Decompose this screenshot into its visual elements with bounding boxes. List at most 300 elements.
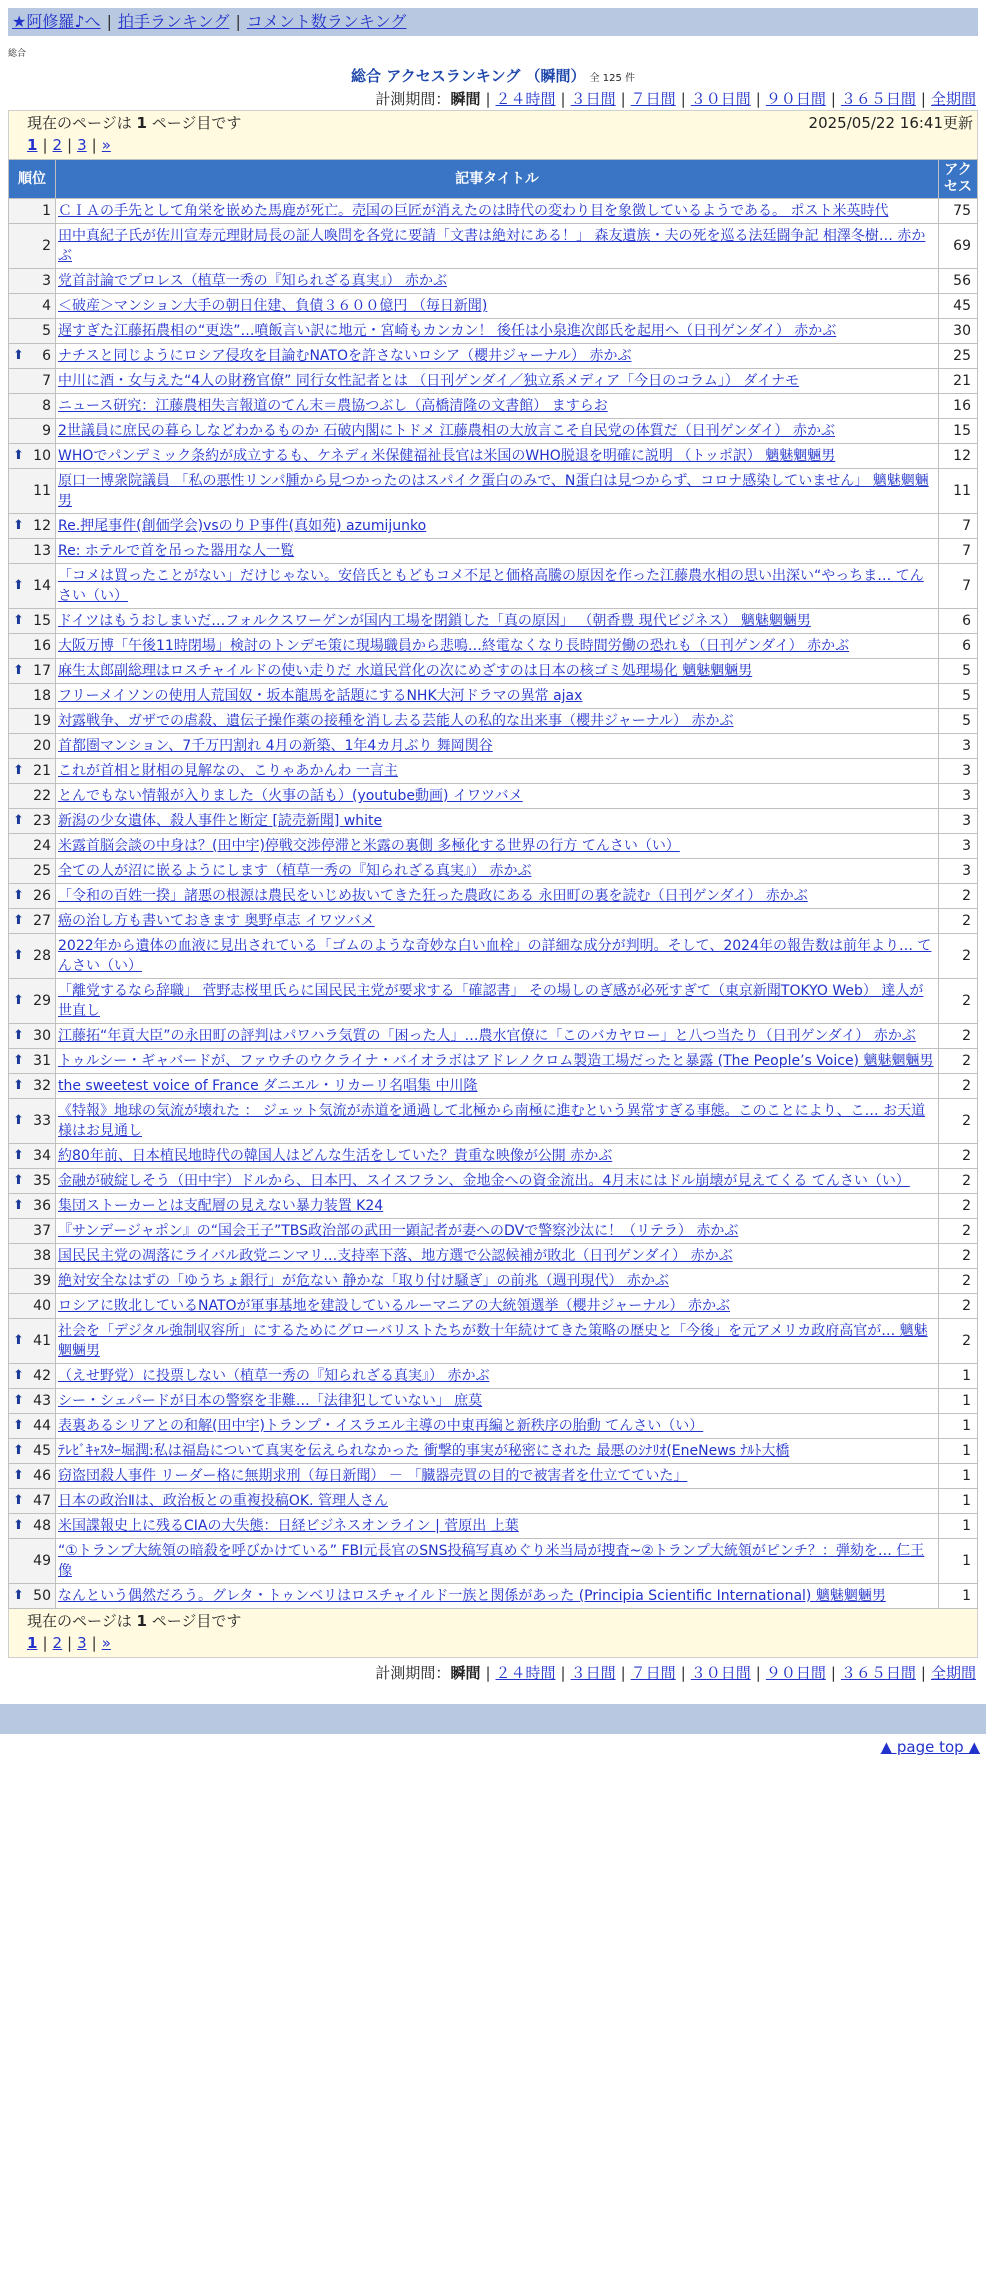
arrow-up-icon: ⬆ [13,1418,24,1433]
footer-bar [0,1704,986,1734]
title-cell [56,609,938,633]
title-cell [56,784,938,808]
table-row [9,1074,977,1098]
page-top-link[interactable]: ▲ page top ▲ [880,1738,980,1756]
article-link[interactable]: “①トランプ大統領の暗殺を呼びかけている” FBI元長官のSNS投稿写真めぐり米当局が捜査~②トランプ大統領がピンチ？：弾劾を… 仁王像 [58,1543,925,1579]
title-cell [56,1414,938,1438]
title-cell [56,934,938,978]
arrow-up-icon: ⬆ [13,613,24,628]
rank-cell [9,1439,55,1463]
rank-cell [9,564,55,608]
table-row [9,934,977,978]
rank-cell [9,269,55,293]
separator: | [920,1664,926,1682]
period-link[interactable]: ３０日間 [690,1664,751,1682]
arrow-up-icon: ⬆ [13,1588,24,1603]
rank-cell [9,1269,55,1293]
period-current: 瞬間 [450,1664,481,1682]
rank-cell [9,1024,55,1048]
arrow-up-icon: ⬆ [13,448,24,463]
access-count: 16 [939,394,977,418]
separator: | [680,1664,686,1682]
access-count: 2 [939,1294,977,1318]
rank-cell [9,909,55,933]
access-count: 1 [939,1364,977,1388]
access-count: 2 [939,1024,977,1048]
article-link[interactable]: 全ての人が沼に嵌るようにします（植草一秀の『知られざる真実』） 赤かぶ [58,863,532,879]
table-row [9,609,977,633]
table-row [9,419,977,443]
access-count: 45 [939,294,977,318]
table-row [9,1584,977,1608]
article-link[interactable]: WHOでパンデミック条約が成立するも、ケネディ米保健福祉長官は米国のWHO脱退を明確に説明 （トッポ訳） 魑魅魍魎男 [58,448,836,464]
article-link[interactable]: 麻生太郎副総理はロスチャイルドの使い走りだ 水道民営化の次にめざすのは日本の核ゴミ処理場化 魑魅魍魎男 [58,663,753,679]
access-count: 25 [939,344,977,368]
table-row [9,444,977,468]
article-link[interactable]: トゥルシー・ギャバードが、ファウチのウクライナ・バイオラボはアドレノクロム製造工場だったと暴露 (The People’s Voice) 魑魅魍魎男 [58,1053,934,1069]
rank-cell [9,934,55,978]
article-link[interactable]: 「コメは買ったことがない」だけじゃない。安倍氏ともどもコメ不足と価格高騰の原因を作った江藤農水相の思い出深い“やっちま… てんさい（い） [58,568,924,604]
next-page-link[interactable]: » [101,136,111,154]
rank-number: 19 [33,713,51,729]
access-count: 1 [939,1489,977,1513]
table-row [9,1539,977,1583]
table-row [9,1024,977,1048]
period-label: 計測期間： [375,90,451,108]
article-link[interactable]: 約80年前、日本植民地時代の韓国人はどんな生活をしていた？貴重な映像が公開 赤かぶ [58,1148,613,1164]
page-link-current[interactable]: 1 [27,136,38,154]
table-row [9,709,977,733]
article-link[interactable]: 国民民主党の凋落にライバル政党ニンマリ…支持率下落、地方選で公認候補が敗北（日刊ゲンダイ） 赤かぶ [58,1248,733,1264]
access-count: 1 [939,1464,977,1488]
table-row [9,1169,977,1193]
access-count: 3 [939,859,977,883]
rank-cell [9,394,55,418]
rank-number: 6 [42,348,51,364]
separator: | [91,136,97,154]
title-cell [56,1539,938,1583]
period-current: 瞬間 [450,90,481,108]
rank-cell [9,199,55,223]
title-cell [56,564,938,608]
title-cell [56,1024,938,1048]
access-count: 2 [939,1169,977,1193]
separator: | [680,90,686,108]
table-row [9,834,977,858]
rank-number: 27 [33,913,51,929]
access-count: 75 [939,199,977,223]
period-selector-bottom [8,1662,978,1684]
rank-number: 33 [33,1113,51,1129]
article-link[interactable]: 窃盗団殺人事件 リーダー格に無期求刑（毎日新聞） － 「臓器売買の目的で被害者を仕立てていた」 [58,1468,688,1484]
rank-number: 44 [33,1418,51,1434]
article-link[interactable]: とんでもない情報が入りました（火事の話も）(youtube動画) イワツバメ [58,788,523,804]
access-count: 6 [939,634,977,658]
article-link[interactable]: 表裏あるシリアとの和解(田中宇)トランプ・イスラエル主導の中東再編と新秩序の胎動 てんさい（い） [58,1418,704,1434]
article-link[interactable]: 《特報》地球の気流が壊れた ： ジェット気流が赤道を通過して北極から南極に進むという異常すぎる事態。このことにより、こ… お天道様はお見通し [58,1103,926,1139]
access-count: 1 [939,1414,977,1438]
article-link[interactable]: 2世議員に庶民の暮らしなどわかるものか 石破内閣にトドメ 江藤農相の大放言こそ自民党の体質だ（日刊ゲンダイ） 赤かぶ [58,423,835,439]
title-cell [56,859,938,883]
arrow-up-icon: ⬆ [13,1443,24,1458]
title-cell [56,269,938,293]
article-link[interactable]: ＣＩＡの手先として角栄を嵌めた馬鹿が死亡。売国の巨匠が消えたのは時代の変わり目を象徴しているようである。 ポスト米英時代 [58,203,889,219]
rank-cell [9,1489,55,1513]
title-cell [56,469,938,513]
rank-number: 13 [33,543,51,559]
article-link[interactable]: ニュース研究：江藤農相失言報道のてん末＝農協つぶし（高橋清隆の文書館） ますらお [58,398,608,414]
table-row [9,369,977,393]
title-cell [56,539,938,563]
rank-number: 29 [33,993,51,1009]
article-link[interactable]: the sweetest voice of France ダニエル・リカーリ名唱集 中川隆 [58,1078,478,1094]
rank-number: 7 [42,373,51,389]
article-link[interactable]: ナチスと同じようにロシア侵攻を目論むNATOを許さないロシア（櫻井ジャーナル） 赤かぶ [58,348,632,364]
period-link[interactable]: ９０日間 [765,90,826,108]
table-row [9,1294,977,1318]
access-count: 2 [939,1049,977,1073]
table-row [9,1099,977,1143]
article-link[interactable]: 社会を「デジタル強制収容所」にするためにグローバリストたちが数十年続けてきた策略の歴史と「今後」を元アメリカ政府高官が… 魑魅魍魎男 [58,1323,928,1359]
period-link[interactable]: ３日間 [570,1664,616,1682]
arrow-up-icon: ⬆ [13,993,24,1008]
rank-cell [9,759,55,783]
table-row [9,884,977,908]
separator: | [755,1664,761,1682]
table-row [9,1389,977,1413]
rank-number: 50 [33,1588,51,1604]
access-count: 5 [939,709,977,733]
page-link[interactable]: 3 [77,136,87,154]
access-count: 56 [939,269,977,293]
table-row [9,1219,977,1243]
rank-cell [9,224,55,268]
rank-number: 49 [33,1553,51,1569]
article-link[interactable]: シー・シェパードが日本の警察を非難…「法律犯していない」 庶莫 [58,1393,483,1409]
arrow-up-icon: ⬆ [13,1333,24,1348]
title-cell [56,1219,938,1243]
access-count: 1 [939,1389,977,1413]
title-cell [56,809,938,833]
arrow-up-icon: ⬆ [13,518,24,533]
rank-cell [9,1074,55,1098]
title-header: 記事タイトル [56,160,938,198]
article-link[interactable]: 「離党するなら辞職」 菅野志桜里氏らに国民民主党が要求する「確認書」 その場しのぎ感が必死すぎて（東京新聞TOKYO Web） 達人が世直し [58,983,924,1019]
rank-cell [9,1049,55,1073]
rank-number: 28 [33,948,51,964]
rank-number: 5 [42,323,51,339]
title-cell [56,1169,938,1193]
table-row [9,1049,977,1073]
rank-number: 34 [33,1148,51,1164]
table-row [9,1364,977,1388]
access-count: 2 [939,1269,977,1293]
article-link[interactable]: （えせ野党）に投票しない（植草一秀の『知られざる真実』） 赤かぶ [58,1368,490,1384]
title-cell [56,1364,938,1388]
title-cell [56,634,938,658]
rank-number: 14 [33,578,51,594]
access-count: 5 [939,684,977,708]
title-cell [56,1194,938,1218]
article-link[interactable]: 首都圏マンション、7千万円割れ 4月の新築、1年4カ月ぶり 舞岡関谷 [58,738,493,754]
article-link[interactable]: ロシアに敗北しているNATOが軍事基地を建設しているルーマニアの大統領選挙（櫻井ジャーナル） 赤かぶ [58,1298,731,1314]
arrow-up-icon: ⬆ [13,948,24,963]
rank-number: 40 [33,1298,51,1314]
rank-cell [9,344,55,368]
table-row [9,344,977,368]
access-count: 3 [939,834,977,858]
updated-time: 2025/05/22 16:41更新 [808,114,973,132]
title-cell [56,419,938,443]
rank-number: 35 [33,1173,51,1189]
article-link[interactable]: 党首討論でプロレス（植草一秀の『知られざる真実』） 赤かぶ [58,273,448,289]
next-page-link[interactable]: » [101,1634,111,1652]
title-cell [56,319,938,343]
period-link[interactable]: ２４時間 [495,1664,556,1682]
article-link[interactable]: 金融が破綻しそう（田中宇）ドルから、日本円、スイスフラン、金地金への資金流出。4月末にはドル崩壊が見えてくる てんさい（い） [58,1173,910,1189]
article-link[interactable]: 2022年から遺体の血液に見出されている「ゴムのような奇妙な白い血栓」の詳細な成分が判明。そして、2024年の報告数は前年より… てんさい（い） [58,938,932,974]
rank-number: 38 [33,1248,51,1264]
access-count: 2 [939,1074,977,1098]
table-row [9,199,977,223]
article-link[interactable]: 絶対安全なはずの「ゆうちょ銀行」が危ない 静かな「取り付け騒ぎ」の前兆（週刊現代） 赤かぶ [58,1273,669,1289]
title-cell [56,394,938,418]
table-row [9,294,977,318]
article-link[interactable]: Re: ホテルで首を吊った器用な人一覧 [58,543,295,559]
page-info-bottom [8,1609,978,1658]
access-count: 2 [939,909,977,933]
table-row [9,1464,977,1488]
rank-cell [9,884,55,908]
rank-number: 2 [42,238,51,254]
page-link-current[interactable]: 1 [27,1634,38,1652]
title-cell [56,1584,938,1608]
separator: | [830,1664,836,1682]
table-row [9,394,977,418]
rank-cell [9,1244,55,1268]
period-link[interactable]: ３６５日間 [840,1664,916,1682]
separator: | [91,1634,97,1652]
rank-number: 46 [33,1468,51,1484]
page-link[interactable]: 2 [52,136,63,154]
title-cell [56,1464,938,1488]
pager-top [13,135,973,155]
rank-cell [9,319,55,343]
table-row [9,784,977,808]
title-cell [56,884,938,908]
access-count: 30 [939,319,977,343]
title-cell [56,1269,938,1293]
title-cell [56,979,938,1023]
title-cell [56,444,938,468]
rank-number: 15 [33,613,51,629]
rank-cell [9,294,55,318]
title-cell [56,909,938,933]
table-row [9,1514,977,1538]
separator: | [485,90,491,108]
title-cell [56,1489,938,1513]
rank-cell [9,784,55,808]
rank-cell [9,1364,55,1388]
table-row [9,564,977,608]
arrow-up-icon: ⬆ [13,1078,24,1093]
rank-number: 26 [33,888,51,904]
rank-cell [9,979,55,1023]
rank-cell [9,684,55,708]
page-info-top [8,110,978,159]
period-link[interactable]: ２４時間 [495,90,556,108]
article-link[interactable]: ﾃﾚﾋﾞｷｬｽﾀｰ堀潤:私は福島について真実を伝えられなかった 衝撃的事実が秘密にされた 最悪のｼﾅﾘｵ(EneNews ﾅﾙﾄ大橋 [58,1443,790,1459]
period-link[interactable]: 全期間 [930,1664,976,1682]
rank-number: 4 [42,298,51,314]
current-page-text: 現在のページは 1 ページ目です [27,114,242,132]
title-cell [56,1514,938,1538]
rank-cell [9,859,55,883]
title-cell [56,1244,938,1268]
separator: | [830,90,836,108]
separator: | [67,1634,73,1652]
rank-cell [9,1389,55,1413]
title-cell [56,294,938,318]
title-cell [56,659,938,683]
page-link[interactable]: 3 [77,1634,87,1652]
rank-cell [9,419,55,443]
article-link[interactable]: Re.押尾事件(創価学会)vsのりＰ事件(真如苑) azumijunko [58,518,427,534]
rank-number: 25 [33,863,51,879]
access-count: 12 [939,444,977,468]
period-link[interactable]: ７日間 [630,1664,676,1682]
access-count: 3 [939,784,977,808]
separator: | [620,90,626,108]
table-row [9,909,977,933]
article-link[interactable]: 中川に酒・女与えた“4人の財務官僚” 同行女性記者とは （日刊ゲンダイ／独立系メディア「今日のコラム」） ダイナモ [58,373,800,389]
title-cell [56,1144,938,1168]
access-count: 69 [939,224,977,268]
article-link[interactable]: 集団ストーカーとは支配層の見えない暴力装置 K24 [58,1198,384,1214]
access-header: アクセス [939,160,977,198]
article-link[interactable]: 田中真紀子氏が佐川宣寿元理財局長の証人喚問を各党に要請「文書は絶対にある！」 森友遺族・夫の死を巡る法廷闘争記 相澤冬樹… 赤かぶ [58,228,926,264]
table-row [9,1439,977,1463]
article-link[interactable]: これが首相と財相の見解なの、こりゃあかんわ 一言主 [58,763,398,779]
home-link[interactable]: ★阿修羅♪へ [12,12,101,31]
access-count: 1 [939,1514,977,1538]
rank-cell [9,1194,55,1218]
rank-number: 31 [33,1053,51,1069]
title-cell [56,1099,938,1143]
title-cell [56,199,938,223]
title-cell [56,514,938,538]
rank-cell [9,609,55,633]
period-label: 計測期間： [375,1664,451,1682]
article-link[interactable]: 原口一博衆院議員 「私の悪性リンパ腫から見つかったのはスパイク蛋白のみで、N蛋白は見つからず、コロナ感染していません」 魑魅魍魎男 [58,473,929,509]
access-count: 7 [939,514,977,538]
arrow-up-icon: ⬆ [13,1113,24,1128]
period-link[interactable]: ９０日間 [765,1664,826,1682]
article-link[interactable]: 「令和の百姓一揆」諸悪の根源は農民をいじめ抜いてきた狂った農政にある 永田町の裏を読む（日刊ゲンダイ） 赤かぶ [58,888,808,904]
access-count: 2 [939,884,977,908]
rank-number: 10 [33,448,51,464]
rank-number: 17 [33,663,51,679]
table-row [9,684,977,708]
access-count: 1 [939,1584,977,1608]
article-link[interactable]: ＜破産＞マンション大手の朝日住建、負債３６００億円 （毎日新聞) [58,298,488,314]
article-link[interactable]: 『サンデージャポン』の“国会王子”TBS政治部の武田一顕記者が妻へのDVで警察沙汰に！（リテラ） 赤かぶ [58,1223,739,1239]
table-row [9,269,977,293]
clap-ranking-link[interactable]: 拍手ランキング [117,12,230,31]
rank-number: 11 [33,483,51,499]
table-row [9,539,977,563]
rank-cell [9,1319,55,1363]
article-link[interactable]: 大阪万博「午後11時閉場」検討のトンデモ策に現場職員から悲鳴…終電なくなり長時間労働の恐れも（日刊ゲンダイ） 赤かぶ [58,638,850,654]
article-link[interactable]: 遅すぎた江藤拓農相の“更迭”…噴飯言い訳に地元・宮崎もカンカン！ 後任は小泉進次郎氏を起用へ（日刊ゲンダイ） 赤かぶ [58,323,837,339]
access-count: 2 [939,1319,977,1363]
separator: | [42,1634,48,1652]
article-link[interactable]: フリーメイソンの使用人荒国奴・坂本龍馬を話題にするNHK大河ドラマの異常 ajax [58,688,583,704]
arrow-up-icon: ⬆ [13,1173,24,1188]
article-link[interactable]: なんという偶然だろう。グレタ・トゥンベリはロスチャイルド一族と関係があった (Principia Scientific International) 魑魅魍魎男 [58,1588,886,1604]
arrow-up-icon: ⬆ [13,578,24,593]
table-row [9,319,977,343]
rank-number: 3 [42,273,51,289]
rank-cell [9,444,55,468]
article-link[interactable]: 江藤拓“年貢大臣”の永田町の評判はパワハラ気質の「困った人」…農水官僚に「このバカヤロー」と八つ当たり（日刊ゲンダイ） 赤かぶ [58,1028,916,1044]
rank-cell [9,514,55,538]
article-link[interactable]: 癌の治し方も書いておきます 奥野卓志 イワツバメ [58,913,375,929]
arrow-up-icon: ⬆ [13,763,24,778]
access-count: 2 [939,979,977,1023]
article-link[interactable]: 対露戦争、ガザでの虐殺、遺伝子操作薬の接種を消し去る芸能人の私的な出来事（櫻井ジャーナル） 赤かぶ [58,713,734,729]
access-count: 3 [939,759,977,783]
rank-number: 43 [33,1393,51,1409]
title-cell [56,1074,938,1098]
period-link[interactable]: 全期間 [930,90,976,108]
page-link[interactable]: 2 [52,1634,63,1652]
period-link[interactable]: ３日間 [570,90,616,108]
table-row [9,1194,977,1218]
table-row [9,979,977,1023]
comment-ranking-link[interactable]: コメント数ランキング [246,12,407,31]
arrow-up-icon: ⬆ [13,1148,24,1163]
rank-cell [9,834,55,858]
separator: | [620,1664,626,1682]
rank-number: 23 [33,813,51,829]
rank-cell [9,709,55,733]
arrow-up-icon: ⬆ [13,1518,24,1533]
rank-cell [9,634,55,658]
access-count: 7 [939,539,977,563]
rank-cell [9,469,55,513]
rank-number: 47 [33,1493,51,1509]
rank-cell [9,1169,55,1193]
article-link[interactable]: 米国諜報史上に残るCIAの大失態：日経ビジネスオンライン | 菅原出 上葉 [58,1518,519,1534]
article-link[interactable]: ドイツはもうおしまいだ…フォルクスワーゲンが国内工場を閉鎖した「真の原因」 （朝香豊 現代ビジネス） 魑魅魍魎男 [58,613,811,629]
article-link[interactable]: 日本の政治Ⅱは、政治板との重複投稿OK. 管理人さん [58,1493,388,1509]
pager-bottom [13,1633,973,1653]
period-link[interactable]: ３６５日間 [840,90,916,108]
table-row [9,1269,977,1293]
rank-number: 21 [33,763,51,779]
rank-number: 37 [33,1223,51,1239]
period-link[interactable]: ３０日間 [690,90,751,108]
rank-cell [9,1414,55,1438]
period-link[interactable]: ７日間 [630,90,676,108]
article-link[interactable]: 新潟の少女遺体、殺人事件と断定 [読売新聞] white [58,813,383,829]
article-link[interactable]: 米露首脳会談の中身は？(田中宇)停戦交渉停滞と米露の裏側 多極化する世界の行方 てんさい（い） [58,838,680,854]
rank-cell [9,1584,55,1608]
access-count: 11 [939,469,977,513]
arrow-up-icon: ⬆ [13,1198,24,1213]
current-page-text-bottom: 現在のページは 1 ページ目です [27,1612,242,1630]
